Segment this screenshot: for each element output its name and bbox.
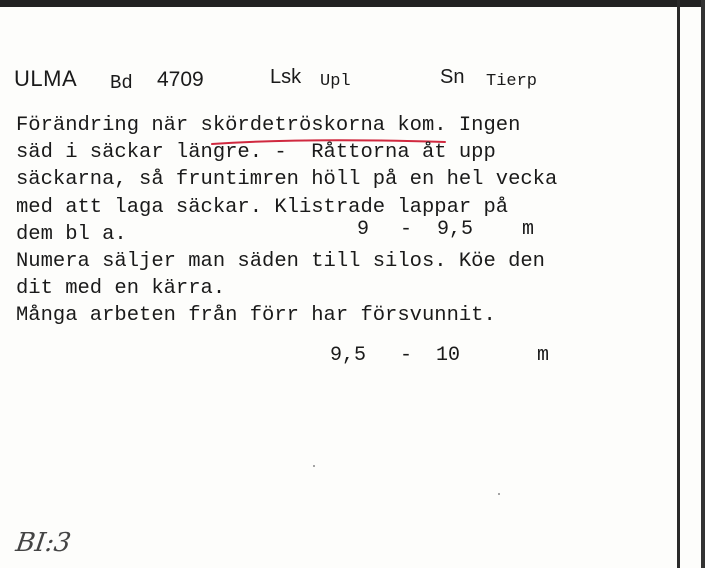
card-top-border — [0, 0, 705, 7]
card-text — [16, 112, 557, 330]
archive-code: ULMA — [14, 66, 78, 91]
text-line-2: säd i säckar längre. - Råttorna åt upp — [16, 141, 496, 165]
card-right-edge — [701, 0, 705, 568]
paper-speck — [313, 465, 315, 467]
measure-2-dash: - — [400, 344, 413, 367]
lsk-label: Lsk — [270, 66, 302, 88]
lsk-value: Upl — [320, 72, 351, 91]
handwritten-mark: BI:3 — [13, 528, 73, 558]
text-line-3: säckarna, så fruntimren höll på en hel vecka — [16, 168, 558, 192]
card-right-rule — [677, 0, 680, 568]
sn-label: Sn — [440, 66, 465, 88]
text-line-8: Många arbeten från förr har försvunnit. — [16, 304, 496, 328]
sn-value: Tierp — [486, 72, 538, 91]
text-line-7: dit med en kärra. — [16, 277, 226, 301]
text-line-5: dem bl a. — [16, 222, 127, 246]
text-line-1: Förändring när skördetröskorna kom. Ingen — [16, 114, 521, 137]
measure-2-from: 9,5 — [330, 344, 367, 367]
paper-speck — [498, 493, 500, 495]
bd-number: 4709 — [157, 68, 204, 91]
measure-1-to: 9,5 — [437, 218, 474, 241]
measure-1-unit: m — [522, 218, 535, 241]
bd-label: Bd — [110, 72, 133, 94]
measure-1-dash: - — [400, 218, 413, 241]
measure-2-unit: m — [537, 344, 550, 367]
measure-1-from: 9 — [357, 218, 370, 241]
text-line-4: med att laga säckar. Klistrade lappar på — [16, 195, 509, 219]
measure-2-to: 10 — [436, 344, 461, 367]
text-line-6: Numera säljer man säden till silos. Köe den — [16, 249, 545, 273]
